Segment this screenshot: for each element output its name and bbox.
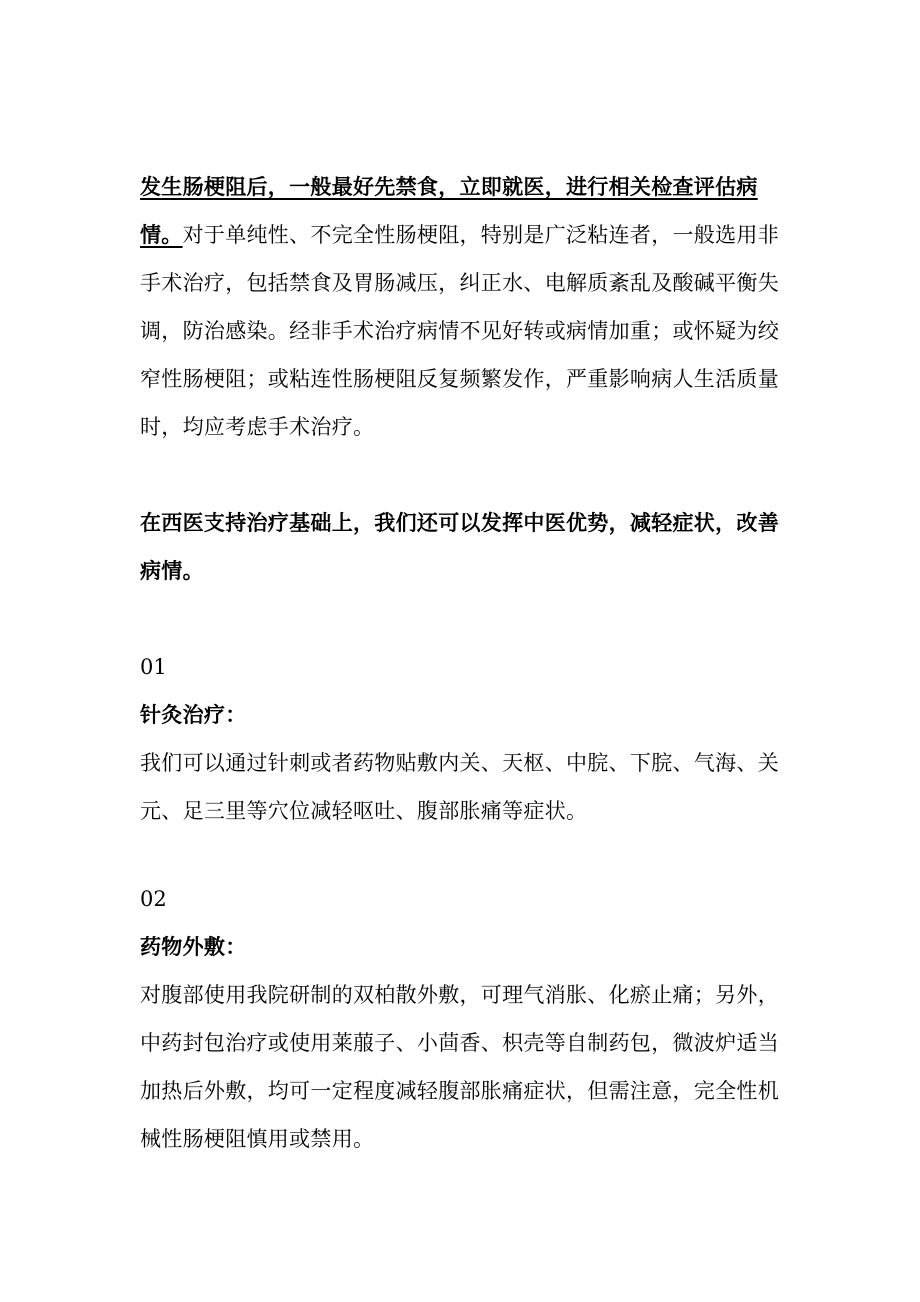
section-number: 02 (140, 887, 167, 911)
tcm-statement: 在西医支持治疗基础上，我们还可以发挥中医优势，减轻症状，改善病情。 (140, 510, 779, 583)
document-page (140, 163, 780, 1163)
section-acupuncture (140, 643, 780, 835)
section-external-application (140, 875, 780, 1163)
section-text: 对腹部使用我院研制的双柏散外敷，可理气消胀、化瘀止痛；另外，中药封包治疗或使用莱菔子、小茴香、枳壳等自制药包，微波炉适当加热后外敷，均可一定程度减轻腹部胀痛症状，但需注意，完全性机械性肠梗阻慎用或禁用。 (140, 983, 779, 1151)
section-number: 01 (140, 655, 167, 679)
section-title: 药物外敷： (140, 934, 247, 959)
intro-paragraph (140, 163, 780, 451)
section-text: 我们可以通过针刺或者药物贴敷内关、天枢、中脘、下脘、气海、关元、足三里等穴位减轻呕吐、腹部胀痛等症状。 (140, 751, 779, 823)
section-title: 针灸治疗： (140, 702, 247, 727)
intro-lead: 发生肠梗阻后，一般最好先禁食，立即就医，进行相关检查评估病情。 (140, 174, 758, 247)
intro-body: 对于单纯性、不完全性肠梗阻，特别是广泛粘连者，一般选用非手术治疗，包括禁食及胃肠减压，纠正水、电解质紊乱及酸碱平衡失调，防治感染。经非手术治疗病情不见好转或病情加重；或怀疑为绞窄性肠梗阻；或粘连性肠梗阻反复频繁发作，严重影响病人生活质量时，均应考虑手术治疗。 (140, 223, 780, 439)
